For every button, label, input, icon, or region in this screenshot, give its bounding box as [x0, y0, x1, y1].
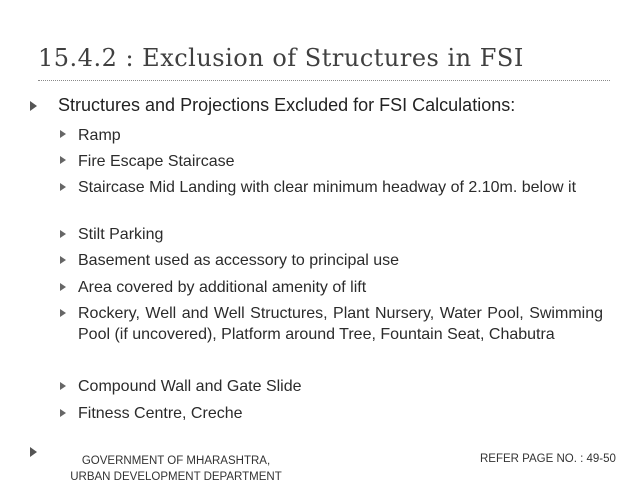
bullet-arrow-icon — [60, 230, 66, 238]
footer-org-line-2: URBAN DEVELOPMENT DEPARTMENT — [70, 471, 282, 483]
bullet-arrow-icon — [60, 156, 66, 164]
list-item: Rockery, Well and Well Structures, Plant Nursery, Water Pool, Swimming Pool (if uncovered), Platform around Tree, Fountain Seat, Chabutra — [78, 305, 603, 343]
bullet-arrow-icon — [60, 256, 66, 264]
list-item: Fire Escape Staircase — [78, 153, 235, 170]
bullet-arrow-icon — [60, 409, 66, 417]
list-item: Area covered by additional amenity of lift — [78, 279, 367, 296]
list-item: Ramp — [78, 127, 121, 144]
bullet-arrow-icon — [60, 283, 66, 291]
title-divider — [38, 80, 610, 81]
bullet-arrow-icon — [60, 130, 66, 138]
list-item: Stilt Parking — [78, 226, 164, 243]
footer-page-reference: REFER PAGE NO. : 49-50 — [480, 453, 616, 465]
bullet-arrow-icon — [60, 183, 66, 191]
footer-org-line-1: GOVERNMENT OF MHARASHTRA, — [81, 455, 271, 467]
list-item: Staircase Mid Landing with clear minimum headway of 2.10m. below it — [78, 179, 577, 196]
list-item: Basement used as accessory to principal use — [78, 252, 400, 269]
slide-title: 15.4.2 : Exclusion of Structures in FSI — [38, 44, 524, 72]
footer-arrow-icon — [30, 447, 37, 457]
bullet-arrow-icon — [30, 101, 37, 111]
bullet-arrow-icon — [60, 309, 66, 317]
list-item: Fitness Centre, Creche — [78, 405, 243, 422]
bullet-arrow-icon — [60, 382, 66, 390]
section-heading: Structures and Projections Excluded for FSI Calculations: — [58, 95, 516, 115]
footer-organization — [66, 453, 286, 485]
list-item: Compound Wall and Gate Slide — [78, 378, 302, 395]
